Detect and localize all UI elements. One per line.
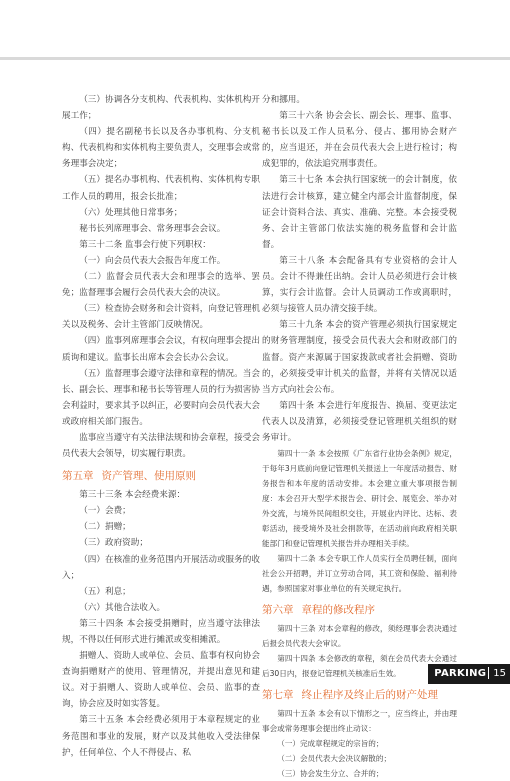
chapter-title: 资产管理、使用原则: [101, 470, 196, 483]
article-32: 第三十二条 监事会行使下列职权：: [79, 239, 211, 250]
page-footer: [428, 664, 510, 684]
article-42: 第四十二条 本会专职工作人员实行全员聘任制，面向社会公开招聘，并订立劳动合同，其工资和保险、福利待遇，参照国家对事业单位的有关规定执行。: [262, 554, 457, 594]
list-item: （二）捐赠；: [79, 522, 131, 533]
list-item: （三）协会发生分立、合并的；: [277, 769, 384, 779]
list-item: （二）会员代表大会决议解散的；: [277, 754, 392, 764]
list-item: （五）利息；: [79, 586, 131, 597]
paragraph: （五）监督理事会遵守法律和章程的情况。当会长、副会长、理事和秘书长等管理人员的行为损害协会利益时，要求其予以纠正，必要时向会员代表大会或政府相关部门报告。: [62, 368, 260, 427]
list-item: （一）会费；: [79, 506, 131, 517]
article-36: 第三十六条 协会会长、副会长、理事、监事、秘书长以及工作人员私分、侵占、挪用协会财产的，应当退还，并在会员代表大会上进行检讨；构成犯罪的，依法追究刑事责任。: [262, 111, 457, 170]
chapter-number: 第五章: [62, 470, 94, 483]
article-40: 第四十条 本会进行年度报告、换届、变更法定代表人以及清算，必须接受登记管理机关组织的财务审计。: [262, 400, 457, 443]
brand-text: PARKING: [434, 668, 487, 679]
paragraph: 分和挪用。: [262, 95, 305, 105]
chapter-5-heading: [62, 468, 260, 484]
paragraph: （三）协调各分支机构、代表机构、实体机构开展工作；: [62, 95, 260, 122]
chapter-6-heading: [262, 602, 457, 618]
paragraph: （四）监事列席理事会会议，有权向理事会提出质询和建议。监事长出席本会会长办公会议。: [62, 336, 260, 363]
list-item: （六）其他合法收入。: [79, 602, 166, 613]
paragraph: （二）监督会员代表大会和理事会的选举、罢免；监督理事会履行会员代表大会的决议。: [62, 272, 260, 299]
separator: [488, 667, 489, 679]
paragraph: 监事应当遵守有关法律法规和协会章程，接受会员代表大会领导，切实履行职责。: [62, 432, 260, 460]
article-39: 第三十九条 本会的资产管理必须执行国家规定的财务管理制度，接受会员代表大会和财政部门的监督。资产来源属于国家拨款或者社会捐赠、资助的，必须接受审计机关的监督，并将有关情况以适当方式向社会公布。: [262, 320, 457, 395]
chapter-7-heading: [262, 687, 457, 703]
article-37: 第三十七条 本会执行国家统一的会计制度，依法进行会计核算，建立健全内部会计监督制度，保证会计资料合法、真实、准确、完整。本会接受税务、会计主管部门依法实施的税务监督和会计监督。: [262, 175, 457, 250]
article-44: 第四十四条 本会修改的章程，须在会员代表大会通过后30日内，报登记管理机关核准后生效。: [262, 654, 457, 679]
paragraph: （四）提名副秘书长以及各办事机构、分支机构、代表机构和实体机构主要负责人，交理事会或常务理事会决定；: [62, 127, 260, 170]
article-43: 第四十三条 对本会章程的修改，须经理事会表决通过后报会员代表大会审议。: [262, 624, 457, 649]
page-number: 15: [493, 664, 510, 684]
chapter-number: 第七章: [262, 689, 294, 702]
list-item: （三）政府资助；: [79, 538, 148, 549]
article-35: 第三十五条 本会经费必须用于本章程规定的业务范围和事业的发展，财产以及其他收入受法律保护，任何单位、个人不得侵占、私: [62, 715, 260, 758]
top-divider: [0, 57, 510, 60]
chapter-title: 章程的修改程序: [301, 604, 375, 617]
brand-label: [428, 664, 493, 684]
chapter-title: 终止程序及终止后的财产处理: [301, 689, 438, 702]
paragraph: （五）提名办事机构、代表机构、实体机构专职工作人员的聘用，报会长批准；: [62, 175, 260, 202]
list-item: （一）完成章程规定的宗旨的；: [277, 739, 384, 749]
article-45: 第四十五条 本会有以下情形之一，应当终止，并由理事会或常务理事会提出终止动议：: [262, 709, 457, 734]
paragraph: 秘书长列席理事会、常务理事会会议。: [79, 223, 226, 234]
left-column: [62, 92, 260, 761]
list-item: （四）在核准的业务范围内开展活动或服务的收入；: [62, 554, 260, 581]
article-33: 第三十三条 本会经费来源：: [79, 490, 186, 501]
paragraph: （一）向会员代表大会报告年度工作。: [79, 255, 226, 266]
paragraph: （三）检查协会财务和会计资料，向登记管理机关以及税务、会计主管部门反映情况。: [62, 304, 260, 331]
chapter-number: 第六章: [262, 604, 294, 617]
paragraph: 捐赠人、资助人或单位、会员、监事有权向协会查询捐赠财产的使用、管理情况，并提出意见和建议。对于捐赠人、资助人或单位、会员、监事的查询，协会应及时如实答复。: [62, 651, 260, 710]
article-34: 第三十四条 本会接受捐赠时，应当遵守法律法规，不得以任何形式进行摊派或变相摊派。: [62, 618, 260, 645]
article-38: 第三十八条 本会配备具有专业资格的会计人员。会计不得兼任出纳。会计人员必须进行会计核算，实行会计监督。会计人员调动工作或离职时，必须与接管人员办清交接手续。: [262, 255, 457, 315]
paragraph: （六）处理其他日常事务；: [79, 207, 183, 218]
article-41: 第四十一条 本会按照《广东省行业协会条例》规定，于每年3月底前向登记管理机关报送上一年度活动报告、财务报告和本年度的活动安排。本会建立重大事项报告制度：本会召开大型学术报告会、研讨会、展览会、举办对外交流，与境外民间组织交往，开展业内评比、达标、表彰活动，接受境外及社会捐款等，在活动前向政府相关职能部门和登记管理机关报告并办理相关手续。: [262, 449, 457, 549]
